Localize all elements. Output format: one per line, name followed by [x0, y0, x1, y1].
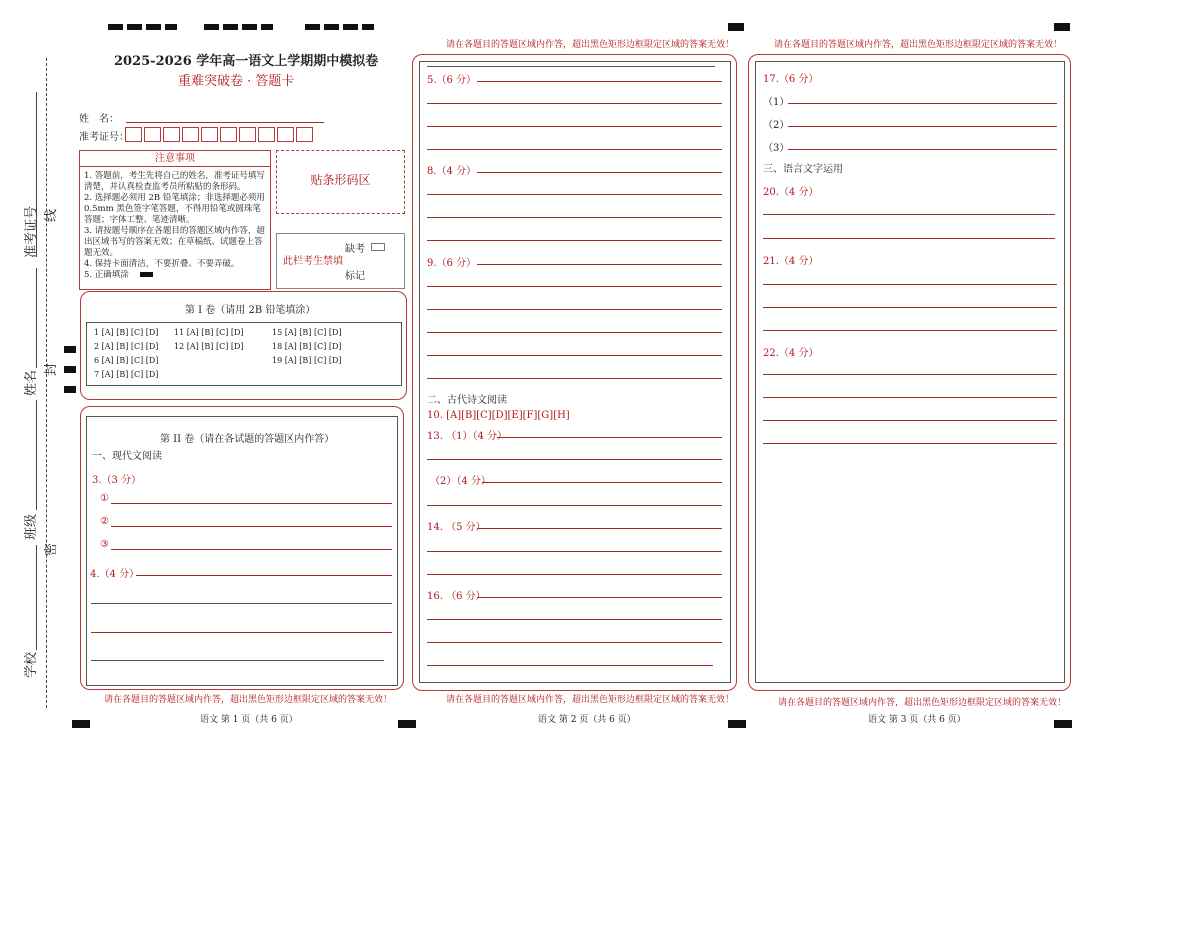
answer-line[interactable]: [427, 332, 722, 333]
question-20-label: 20.（4 分）: [763, 187, 819, 198]
section-heading: 二、古代诗文阅读: [427, 395, 507, 406]
timing-mark: [127, 24, 142, 30]
barcode-label: 贴条形码区: [310, 173, 371, 187]
answer-line[interactable]: [427, 378, 722, 379]
answer-line[interactable]: [427, 574, 722, 575]
timing-mark: [305, 24, 320, 30]
choice-column[interactable]: 11 [A] [B] [C] [D] 12 [A] [B] [C] [D]: [174, 328, 244, 351]
answer-line[interactable]: [427, 551, 722, 552]
page-footer: 语文 第 3 页（共 6 页）: [868, 715, 966, 725]
notice-box: [79, 150, 271, 290]
side-label-id: 准考证号: [24, 205, 39, 258]
binding-line: [46, 58, 47, 708]
question-17-label: 17.（6 分）: [763, 74, 819, 85]
side-underline: [36, 545, 37, 650]
question-22-label: 22.（4 分）: [763, 348, 819, 359]
side-underline: [36, 400, 37, 510]
absence-warning: 此栏考生禁填: [283, 256, 343, 267]
choice-column[interactable]: 1 [A] [B] [C] [D] 2 [A] [B] [C] [D] 6 [A] [B] [C] [D] 7 [A] [B] [C] [D]: [94, 328, 159, 379]
part2-title: 第 II 卷（请在各试题的答题区内作答）: [160, 434, 335, 445]
answer-line[interactable]: [497, 437, 722, 438]
corner-mark: [1054, 720, 1072, 728]
answer-line[interactable]: [763, 284, 1057, 285]
boundary-warning: 请在各题目的答题区域内作答，超出黑色矩形边框限定区域的答案无效！: [104, 695, 393, 705]
side-label-name: 姓名: [24, 369, 39, 396]
answer-line[interactable]: [427, 642, 722, 643]
timing-mark: [165, 24, 177, 30]
answer-line[interactable]: [427, 665, 713, 666]
timing-mark: [108, 24, 123, 30]
answer-line[interactable]: [477, 597, 722, 598]
notice-item: 3. 请按题号顺序在各题目的答题区域内作答，超出区域书写的答案无效；在草稿纸、试题卷上答题无效。: [84, 226, 265, 258]
question-14-label: 14. （5 分）: [427, 522, 486, 533]
answer-line[interactable]: [427, 103, 722, 104]
name-label: 姓 名：: [79, 114, 119, 125]
answer-line[interactable]: [427, 240, 722, 241]
answer-line[interactable]: [763, 307, 1057, 308]
page-footer: 语文 第 2 页（共 6 页）: [538, 715, 636, 725]
answer-line[interactable]: [427, 217, 722, 218]
answer-line[interactable]: [91, 660, 384, 661]
answer-line[interactable]: [427, 126, 722, 127]
side-mark: [64, 366, 76, 373]
filled-sample: [140, 272, 153, 277]
question-5-label: 5.（6 分）: [427, 75, 477, 86]
timing-mark: [261, 24, 273, 30]
question-13-1-label: 13. （1）（4 分）: [427, 431, 507, 442]
question-16-label: 16. （6 分）: [427, 591, 486, 602]
absence-checkbox[interactable]: [371, 243, 385, 251]
q17-sub-label: （2）: [763, 120, 790, 131]
notice-item: 2. 选择题必须用 2B 铅笔填涂；非选择题必须用 0.5mm 黑色签字笔答题，不得用铅笔或圆珠笔答题；字体工整、笔迹清晰。: [84, 193, 265, 225]
answer-line[interactable]: [482, 482, 722, 483]
side-label-school: 学校: [24, 651, 39, 678]
answer-line[interactable]: [111, 503, 392, 504]
boundary-warning: 请在各题目的答题区域内作答，超出黑色矩形边框限定区域的答案无效！: [446, 695, 735, 705]
answer-line[interactable]: [427, 309, 722, 310]
boundary-warning: 请在各题目的答题区域内作答，超出黑色矩形边框限定区域的答案无效！: [774, 40, 1063, 50]
exam-title: 2025-2026 学年高一语文上学期期中模拟卷: [114, 54, 379, 69]
corner-mark: [1054, 23, 1070, 31]
answer-line[interactable]: [111, 549, 392, 550]
question-9-label: 9.（6 分）: [427, 258, 477, 269]
answer-line[interactable]: [788, 149, 1057, 150]
exam-id-label: 准考证号：: [79, 132, 129, 143]
side-mark: [64, 346, 76, 353]
notice-item: 5. 正确填涂: [84, 270, 129, 280]
section-heading: 三、语言文字运用: [763, 164, 843, 175]
choice-column[interactable]: 15 [A] [B] [C] [D] 18 [A] [B] [C] [D] 19 [A] [B] [C] [D]: [272, 328, 342, 365]
corner-mark: [728, 23, 744, 31]
q3-sub-label: ②: [100, 516, 109, 527]
timing-mark: [204, 24, 219, 30]
question-4-label: 4.（4 分）: [90, 569, 140, 580]
absence-box: [276, 233, 405, 289]
corner-mark: [398, 720, 416, 728]
timing-mark: [343, 24, 358, 30]
answer-line[interactable]: [91, 603, 392, 604]
answer-line[interactable]: [427, 149, 722, 150]
side-underline: [36, 268, 37, 368]
page3-inner-box: [755, 61, 1065, 683]
q3-sub-label: ①: [100, 493, 109, 504]
question-21-label: 21.（4 分）: [763, 256, 819, 267]
answer-line[interactable]: [427, 286, 722, 287]
seal-label-line: 线: [44, 208, 59, 222]
timing-mark: [242, 24, 257, 30]
part1-title: 第 I 卷（请用 2B 铅笔填涂）: [185, 305, 316, 316]
answer-line[interactable]: [427, 619, 722, 620]
side-label-class: 班级: [24, 513, 39, 540]
exam-subtitle: 重难突破卷 · 答题卡: [178, 74, 295, 89]
corner-mark: [728, 720, 746, 728]
boundary-warning: 请在各题目的答题区域内作答，超出黑色矩形边框限定区域的答案无效！: [778, 698, 1067, 708]
name-field[interactable]: [126, 122, 324, 123]
timing-mark: [223, 24, 238, 30]
answer-line[interactable]: [111, 526, 392, 527]
absence-label: 缺考: [345, 244, 365, 255]
side-mark: [64, 386, 76, 393]
absence-mark-label: 标记: [345, 271, 365, 282]
notice-item: 4. 保持卡面清洁，不要折叠、不要弄破。: [84, 259, 240, 269]
exam-id-boxes[interactable]: [125, 127, 315, 146]
barcode-area: [276, 150, 405, 214]
answer-line[interactable]: [763, 238, 1055, 239]
answer-line[interactable]: [427, 459, 722, 460]
answer-line[interactable]: [788, 126, 1057, 127]
answer-line[interactable]: [136, 575, 392, 576]
answer-line[interactable]: [477, 264, 722, 265]
seal-label-seal: 封: [44, 362, 59, 376]
corner-mark: [72, 720, 90, 728]
timing-mark: [324, 24, 339, 30]
timing-mark: [362, 24, 374, 30]
answer-line[interactable]: [788, 103, 1057, 104]
seal-label-secret: 密: [44, 542, 59, 556]
question-3-label: 3.（3 分）: [92, 475, 142, 486]
answer-line[interactable]: [477, 172, 722, 173]
answer-line[interactable]: [763, 420, 1057, 421]
answer-line[interactable]: [763, 214, 1055, 215]
answer-line[interactable]: [427, 505, 722, 506]
answer-line[interactable]: [91, 632, 392, 633]
top-rule: [427, 66, 715, 67]
answer-line[interactable]: [763, 443, 1057, 444]
answer-line[interactable]: [427, 355, 722, 356]
answer-line[interactable]: [427, 194, 722, 195]
answer-line[interactable]: [763, 374, 1057, 375]
q3-sub-label: ③: [100, 539, 109, 550]
timing-mark: [146, 24, 161, 30]
boundary-warning: 请在各题目的答题区域内作答，超出黑色矩形边框限定区域的答案无效！: [446, 40, 735, 50]
q17-sub-label: （1）: [763, 97, 790, 108]
notice-title: 注意事项: [80, 151, 270, 167]
answer-line[interactable]: [477, 81, 722, 82]
question-8-label: 8.（4 分）: [427, 166, 477, 177]
answer-line[interactable]: [763, 330, 1057, 331]
q17-sub-label: （3）: [763, 143, 790, 154]
answer-line[interactable]: [477, 528, 722, 529]
notice-item: 1. 答题前，考生先将自己的姓名，准考证号填写清楚，并认真检查监考员所粘贴的条形码。: [84, 171, 265, 192]
section-heading: 一、现代文阅读: [92, 451, 162, 462]
question-13-2-label: （2）（4 分）: [430, 476, 491, 487]
answer-line[interactable]: [763, 397, 1057, 398]
page-footer: 语文 第 1 页（共 6 页）: [200, 715, 298, 725]
question-10-choices[interactable]: 10. [A][B][C][D][E][F][G][H]: [427, 410, 570, 421]
